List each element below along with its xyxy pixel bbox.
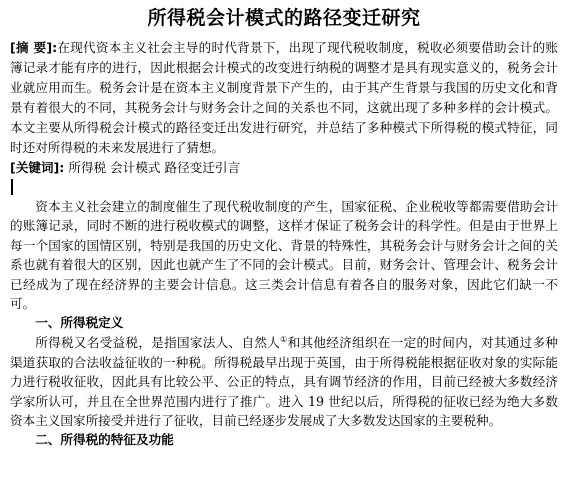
intro-paragraph: 资本主义社会建立的制度催生了现代税收制度的产生，国家征税、企业税收等都需要借助会计的账簿记录，同时不断的进行税收模式的调整，这样才保证了税务会计的科学性。但是由于世界上每一个国家的国情区别，特别是我国的历史文化、背景的特殊性，其税务会计与财务会计之间的关系也就有着很大的区别，因此也就产生了不同的会计模式。目前，财务会计、管理会计、税务会计已经成为了现在经济界的主要会计信息。这三类会计信息有着各自的服务对象，因此它们缺一不可。 [10, 199, 558, 312]
section-heading-definition: 一、所得税定义 [35, 315, 124, 331]
text-cursor-line[interactable] [10, 177, 558, 197]
keywords-text: 所得税 会计模式 路径变迁引言 [68, 160, 241, 175]
definition-paragraph [10, 333, 558, 430]
keywords-label: [关键词]: [10, 160, 65, 175]
text-cursor [11, 179, 13, 195]
definition-text-part2: 和其他经济组织在一定的时间内，对其通过多种渠道获取的合法收益征收的一种税。所得税最早出现于英国，由于所得税能根据征收对象的实际能力进行税收征收，因此具有比较公平、公正的特点，具有调节经济的作用，目前已经被大多数经济学家所认可，并且在全世界范围内进行了推广。进入 19 世纪以后，所得税的征收已经为绝大多数资本主义国家所接受并进行了征收，目前已经逐步发展成了大多数发达国家的主要税种。 [10, 335, 559, 429]
keywords-line [10, 158, 558, 177]
document-title: 所得税会计模式的路径变迁研究 [147, 7, 421, 29]
abstract-label: [摘 要]: [10, 40, 58, 55]
abstract-paragraph [10, 38, 558, 158]
footnote-marker[interactable]: ① [280, 335, 288, 345]
definition-text-part1: 所得税又名受益税，是指国家法人、自然人 [35, 335, 281, 351]
section-heading-features: 二、所得税的特征及功能 [35, 432, 174, 448]
abstract-text: 在现代资本主义社会主导的时代背景下，出现了现代税收制度，税收必须要借助会计的账簿记录才能有序的进行，因此根据会计模式的改变进行纳税的调整才是具有现实意义的，税务会计业就应用而生。税务会计是在资本主义制度背景下产生的，由于其产生背景与我国的历史文化和背景有着很大的不同，其税务会计与财务会计之间的关系也不同，这就出现了多种多样的会计模式。本文主要从所得税会计模式的路径变迁出发进行研究，并总结了多种模式下所得税的模式特征，同时还对所得税的未来发展进行了猜想。 [10, 40, 559, 155]
